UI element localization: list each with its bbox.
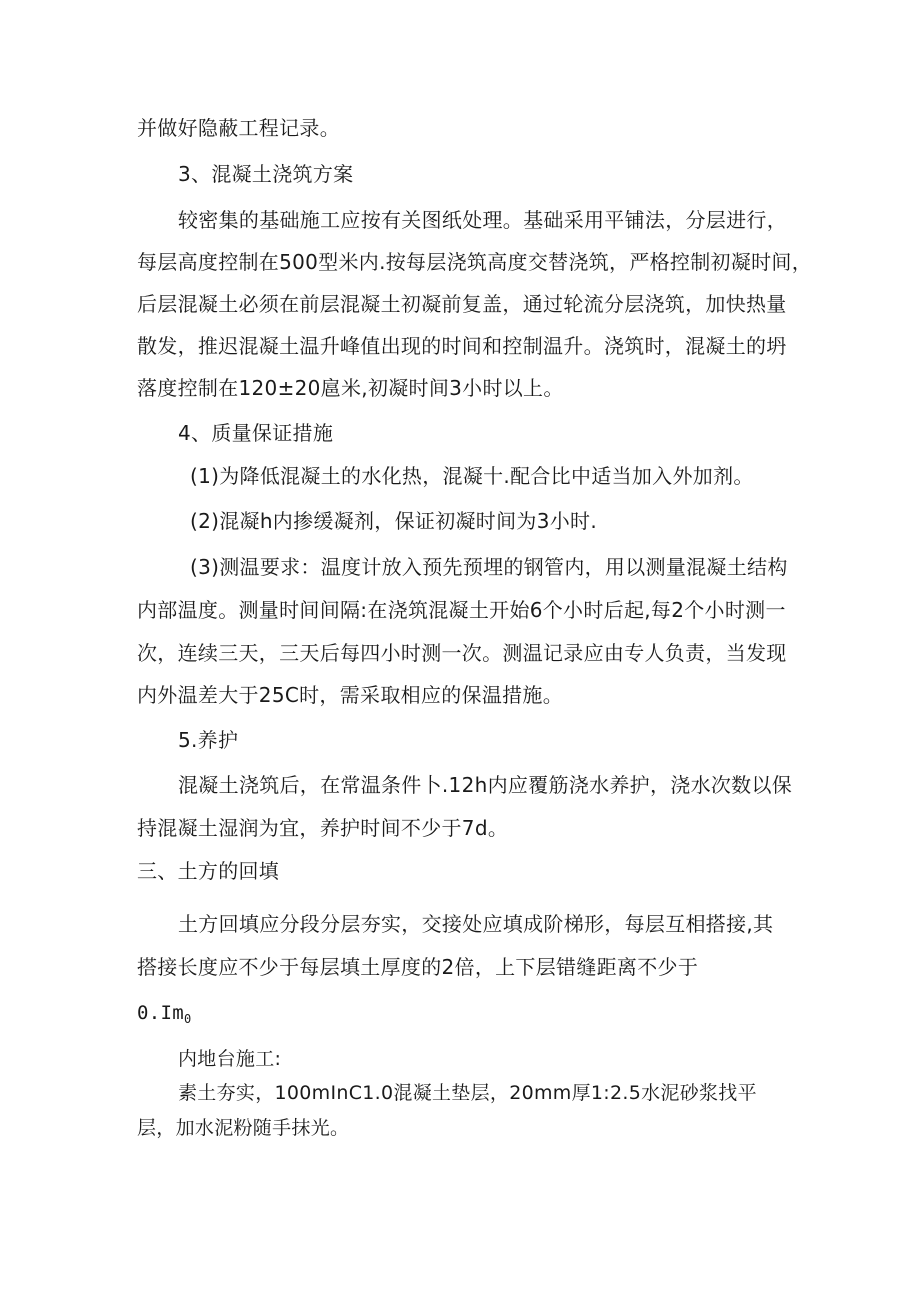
subscript: 0 — [183, 1012, 192, 1026]
chapter-heading: 三、土方的回填 — [137, 859, 280, 883]
list-item: (1)为降低混凝土的水化热，混凝十.配合比中适当加入外加剂。 — [190, 464, 754, 488]
text-line: 后层混凝土必须在前层混凝土初凝前复盖，通过轮流分层浇筑，加快热量 — [137, 292, 787, 316]
text-line: 内外温差大于25C时，需采取相应的保温措施。 — [137, 683, 564, 707]
text-line: 层，加水泥粉随手抹光。 — [137, 1117, 350, 1139]
section-heading: 4、质量保证措施 — [178, 421, 334, 445]
list-item: (3)测温要求：温度计放入预先预埋的钢管内，用以测量混凝土结构 — [190, 555, 788, 579]
section-heading: 5.养护 — [178, 728, 239, 752]
text-line: 土方回填应分段分层夯实，交接处应填成阶梯形，每层互相搭接,其 — [178, 912, 774, 936]
text-line: 次，连续三天，三天后每四小时测一次。测温记录应由专人负责，当发现 — [137, 641, 787, 665]
text-line: 素土夯实，100mInC1.0混凝土垫层，20mm厚1:2.5水泥砂浆找平 — [178, 1082, 757, 1104]
section-heading: 3、混凝土浇筑方案 — [178, 162, 354, 186]
list-item: (2)混凝h内掺缓凝剂，保证初凝时间为3小时. — [190, 509, 597, 533]
text-line: 每层高度控制在500型米内.按每层浇筑高度交替浇筑，严格控制初凝时间， — [137, 250, 813, 274]
text-line: 持混凝土湿润为宜，养护时间不少于7d。 — [137, 816, 509, 840]
text-line: 内地台施工: — [178, 1048, 282, 1070]
text-line: 内部温度。测量时间间隔:在浇筑混凝土开始6个小时后起,每2个小时测一 — [137, 598, 786, 622]
text-line: 并做好隐蔽工程记录。 — [137, 116, 340, 140]
text-line — [137, 999, 192, 1033]
text-line: 散发，推迟混凝土温升峰值出现的时间和控制温升。浇筑时，混凝土的坍 — [137, 334, 787, 358]
text-line: 较密集的基础施工应按有关图纸处理。基础采用平铺法，分层进行， — [178, 208, 787, 232]
text-line: 落度控制在120±20扈米,初凝时间3小时以上。 — [137, 376, 564, 400]
text-line: 混凝土浇筑后，在常温条件卜.12h内应覆筋浇水养护，浇水次数以保 — [178, 773, 793, 797]
text-line: 搭接长度应不少于每层填土厚度的2倍，上下层错缝距离不少于 — [137, 955, 699, 979]
text-fragment: 0.Im — [137, 1002, 184, 1024]
